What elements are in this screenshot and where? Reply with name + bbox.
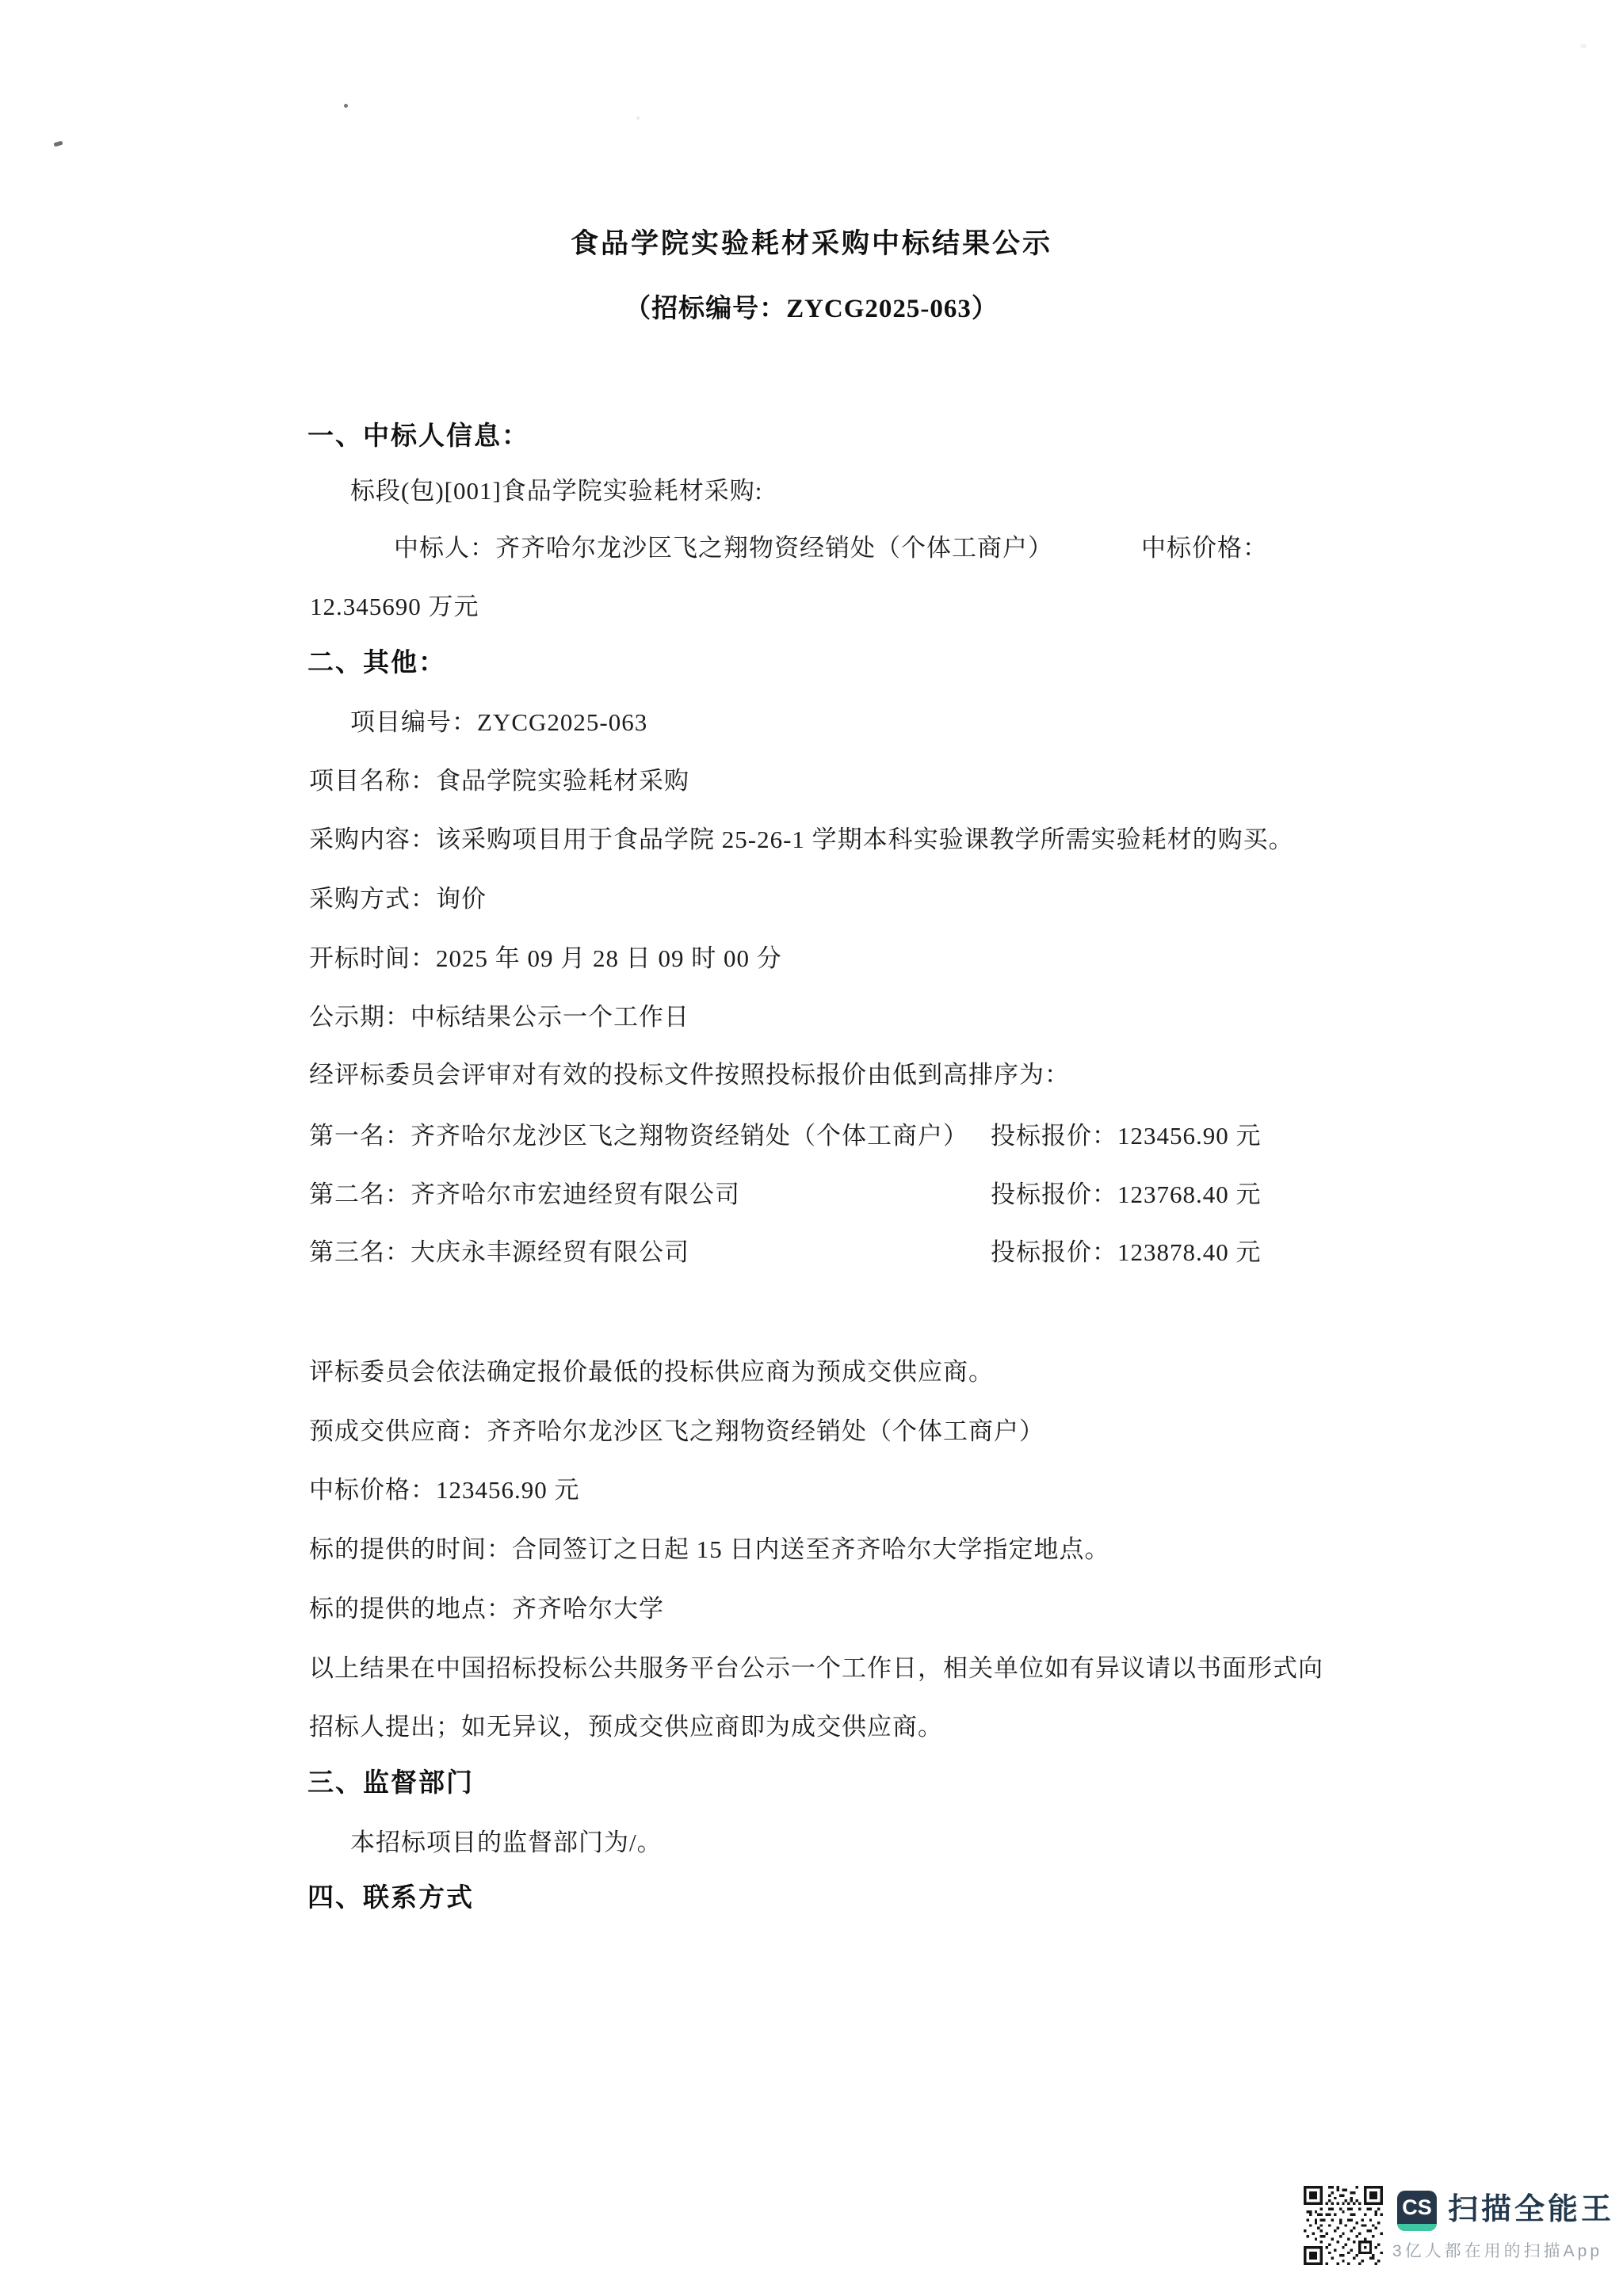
procurement-method-label: 采购方式： <box>309 885 436 913</box>
procurement-content-label: 采购内容： <box>309 826 436 853</box>
delivery-place-label: 标的提供的地点： <box>309 1595 512 1623</box>
camscanner-logo-strip <box>1397 2224 1437 2231</box>
camscanner-tagline: 3亿人都在用的扫描App <box>1392 2242 1603 2260</box>
delivery-time-label: 标的提供的时间： <box>309 1535 512 1563</box>
scan-speck <box>344 104 348 108</box>
project-name-line <box>309 765 689 797</box>
bid-opening-time-label: 开标时间： <box>309 944 436 972</box>
rank1-price-value: 123456.90 元 <box>1117 1122 1262 1150</box>
procurement-method-value: 询价 <box>436 885 487 913</box>
winner-line <box>394 532 1053 564</box>
rank2-price-value: 123768.40 元 <box>1117 1180 1262 1208</box>
rank1-bidder-name: 齐齐哈尔龙沙区飞之翔物资经销处（个体工商户） <box>411 1122 968 1150</box>
delivery-place-line <box>309 1593 664 1625</box>
rank2-label: 第二名： <box>309 1180 411 1208</box>
project-name-label: 项目名称： <box>309 767 436 795</box>
rank1-bidder <box>309 1120 968 1152</box>
rank1-price <box>991 1120 1262 1152</box>
notice-line1: 以上结果在中国招标投标公共服务平台公示一个工作日，相关单位如有异议请以书面形式向 <box>309 1654 1323 1682</box>
rank2-bidder-name: 齐齐哈尔市宏迪经贸有限公司 <box>411 1180 740 1208</box>
procurement-method-line <box>309 883 487 915</box>
rank1-price-label: 投标报价： <box>991 1122 1117 1150</box>
rank1-label: 第一名： <box>309 1122 411 1150</box>
project-name-value: 食品学院实验耗材采购 <box>436 767 689 795</box>
camscanner-logo-letters: CS <box>1402 2195 1432 2219</box>
rank3-bidder-name: 大庆永丰源经贸有限公司 <box>411 1238 689 1266</box>
winner-price-value: 12.345690 万元 <box>310 593 479 620</box>
project-number-label: 项目编号： <box>350 708 477 736</box>
supervision-line: 本招标项目的监督部门为/。 <box>350 1829 663 1856</box>
award-rule-line: 评标委员会依法确定报价最低的投标供应商为预成交供应商。 <box>309 1358 994 1386</box>
publicity-period-value: 中标结果公示一个工作日 <box>411 1003 689 1031</box>
winner-label: 中标人： <box>394 534 495 562</box>
publicity-period-line <box>309 1001 689 1033</box>
section1-heading: 一、中标人信息： <box>307 422 529 451</box>
scan-speck <box>1580 44 1587 48</box>
award-price-line <box>309 1474 580 1506</box>
section2-heading: 二、其他： <box>307 649 446 677</box>
delivery-time-line <box>309 1534 1110 1566</box>
delivery-place-value: 齐齐哈尔大学 <box>512 1595 664 1623</box>
tender-number-subtitle: （招标编号：ZYCG2025-063） <box>624 295 999 323</box>
rank3-bidder <box>309 1237 689 1268</box>
qr-code-icon <box>1304 2186 1383 2265</box>
document-title: 食品学院实验耗材采购中标结果公示 <box>570 228 1052 259</box>
camscanner-logo-icon <box>1397 2191 1437 2231</box>
rank3-price-value: 123878.40 元 <box>1117 1238 1262 1266</box>
rank2-price <box>991 1179 1262 1211</box>
project-number-value: ZYCG2025-063 <box>477 708 648 736</box>
winner-price-label: 中标价格： <box>1141 534 1268 562</box>
rank3-price <box>991 1237 1262 1268</box>
camscanner-app-name: 扫描全能王 <box>1448 2193 1615 2226</box>
rank2-price-label: 投标报价： <box>991 1180 1117 1208</box>
rank3-label: 第三名： <box>309 1238 411 1266</box>
notice-line2: 招标人提出；如无异议，预成交供应商即为成交供应商。 <box>309 1713 943 1741</box>
pre-supplier-value: 齐齐哈尔龙沙区飞之翔物资经销处（个体工商户） <box>487 1417 1044 1445</box>
pre-supplier-line <box>309 1416 1044 1447</box>
winner-value: 齐齐哈尔龙沙区飞之翔物资经销处（个体工商户） <box>495 534 1053 562</box>
bid-opening-time-line <box>309 943 782 974</box>
delivery-time-value: 合同签订之日起 15 日内送至齐齐哈尔大学指定地点。 <box>512 1535 1110 1563</box>
publicity-period-label: 公示期： <box>309 1003 411 1031</box>
scan-speck <box>54 141 63 147</box>
lot-line: 标段(包)[001]食品学院实验耗材采购: <box>350 477 763 505</box>
rank2-bidder <box>309 1179 740 1211</box>
section3-heading: 三、监督部门 <box>307 1769 474 1798</box>
scan-speck <box>636 116 640 120</box>
project-number-line <box>350 707 647 738</box>
procurement-content-value: 该采购项目用于食品学院 25-26-1 学期本科实验课教学所需实验耗材的购买。 <box>436 826 1294 853</box>
bid-opening-time-value: 2025 年 09 月 28 日 09 时 00 分 <box>436 944 782 972</box>
procurement-content-line <box>309 824 1294 856</box>
award-price-value: 123456.90 元 <box>436 1476 580 1504</box>
ranking-intro-line: 经评标委员会评审对有效的投标文件按照投标报价由低到高排序为： <box>309 1061 1070 1089</box>
section4-heading: 四、联系方式 <box>307 1884 474 1913</box>
rank3-price-label: 投标报价： <box>991 1238 1117 1266</box>
award-price-label: 中标价格： <box>309 1476 436 1504</box>
pre-supplier-label: 预成交供应商： <box>309 1417 487 1445</box>
